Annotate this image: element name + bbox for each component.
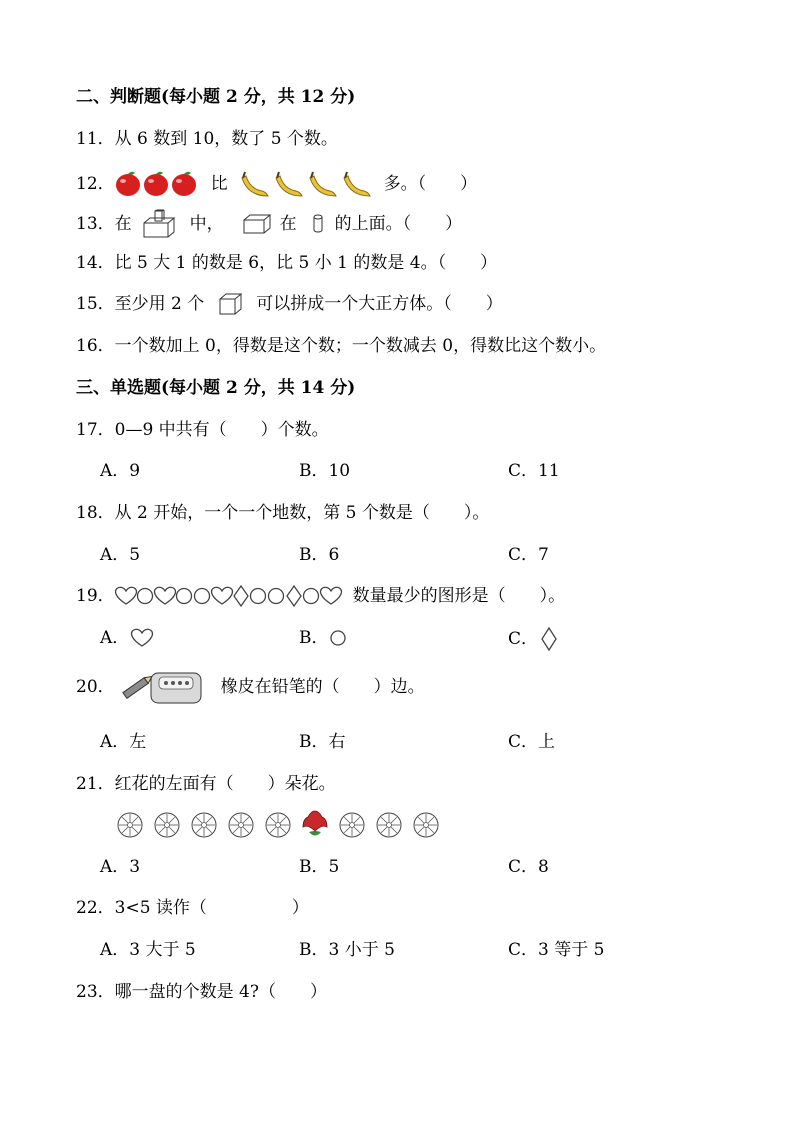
white-flower-icon: [266, 813, 290, 837]
q19-option-a[interactable]: [100, 626, 155, 650]
question-16: 16．一个数加上 0，得数是这个数；一个数减去 0，得数比这个数小。: [76, 336, 607, 356]
question-13-text-middle: 中，: [189, 214, 224, 234]
q18-option-c[interactable]: C．7: [508, 545, 549, 565]
question-21: 21．红花的左面有（ ）朵花。: [76, 774, 336, 794]
white-flower-icon: [155, 813, 179, 837]
q18-option-a[interactable]: A．5: [100, 545, 141, 565]
flowers-row: [116, 810, 446, 844]
q19-option-c[interactable]: [508, 626, 560, 652]
question-12: [76, 168, 477, 200]
question-17: 17．0—9 中共有（ ）个数。: [76, 420, 329, 440]
stacked-blocks-icon: [142, 209, 178, 239]
apples-icon: [115, 170, 199, 198]
q18-option-b[interactable]: B．6: [299, 545, 340, 565]
diamond-shape: [287, 586, 301, 606]
q17-option-c[interactable]: C．11: [508, 461, 560, 481]
question-11: 11．从 6 数到 10，数了 5 个数。: [76, 129, 338, 149]
question-20-number: 20．: [76, 677, 115, 697]
heart-icon: [129, 627, 155, 649]
circle-shape: [268, 589, 283, 604]
circle-shape: [303, 589, 318, 604]
circle-shape: [137, 589, 152, 604]
circle-icon: [329, 627, 351, 649]
question-19-number: 19．: [76, 586, 115, 606]
cuboid-icon: [242, 213, 272, 235]
q20-option-a[interactable]: A．左: [100, 732, 147, 752]
q21-option-a[interactable]: A．3: [100, 857, 141, 877]
white-flower-icon: [192, 813, 216, 837]
question-12-text-more: 多。（ ）: [383, 174, 478, 194]
q22-option-b[interactable]: B．3 小于 5: [299, 940, 395, 960]
bananas-icon: [238, 168, 376, 200]
circle-shape: [176, 589, 191, 604]
white-flower-icon: [340, 813, 364, 837]
question-20: [76, 667, 425, 707]
question-13-text-above: 的上面。（ ）: [334, 214, 463, 234]
small-cube-icon: [218, 292, 244, 316]
q17-option-b[interactable]: B．10: [299, 461, 351, 481]
pencil-eraser-icon: [121, 667, 203, 707]
white-flower-icon: [229, 813, 253, 837]
question-19: [76, 584, 565, 608]
q21-option-c[interactable]: C．8: [508, 857, 549, 877]
question-19-stem: 数量最少的图形是（ ）。: [352, 586, 566, 606]
question-13-number: 13．在: [76, 214, 132, 234]
question-18: 18．从 2 开始，一个一个地数，第 5 个数是（ ）。: [76, 503, 490, 523]
circle-shape: [250, 589, 265, 604]
white-flower-icon: [414, 813, 438, 837]
shapes-row: [115, 585, 343, 607]
heart-shape: [211, 587, 232, 604]
q20-option-b[interactable]: B．右: [299, 732, 346, 752]
q19-option-a-label: A．: [100, 628, 130, 648]
q22-option-a[interactable]: A．3 大于 5: [100, 940, 196, 960]
red-flower-icon: [303, 811, 327, 836]
cylinder-icon: [311, 213, 325, 235]
diamond-shape: [234, 586, 248, 606]
question-13-text-at: 在: [279, 214, 297, 234]
section-title-judge: 二、判断题(每小题 2 分，共 12 分): [76, 87, 356, 107]
question-23: 23．哪一盘的个数是 4?（ ）: [76, 982, 327, 1002]
q19-option-b-label: B．: [299, 628, 329, 648]
question-15-text-a: 15．至少用 2 个: [76, 294, 205, 314]
heart-shape: [115, 587, 136, 604]
question-13: [76, 209, 462, 239]
question-12-text-than: 比: [210, 174, 228, 194]
section-title-single: 三、单选题(每小题 2 分，共 14 分): [76, 378, 356, 398]
question-12-number: 12．: [76, 174, 115, 194]
question-15-text-b: 可以拼成一个大正方体。（ ）: [256, 294, 503, 314]
q19-option-b[interactable]: [299, 626, 351, 650]
question-15: [76, 292, 503, 316]
q21-option-b[interactable]: B．5: [299, 857, 340, 877]
diamond-icon: [538, 626, 560, 652]
q19-option-c-label: C．: [508, 629, 539, 649]
question-14: 14．比 5 大 1 的数是 6，比 5 小 1 的数是 4。（ ）: [76, 253, 498, 273]
white-flower-icon: [118, 813, 142, 837]
heart-shape: [320, 587, 341, 604]
heart-shape: [154, 587, 175, 604]
question-22: 22．3<5 读作（ ）: [76, 898, 309, 918]
circle-shape: [194, 589, 209, 604]
white-flower-icon: [377, 813, 401, 837]
q17-option-a[interactable]: A．9: [100, 461, 141, 481]
q20-option-c[interactable]: C．上: [508, 732, 556, 752]
question-20-stem: 橡皮在铅笔的（ ）边。: [220, 677, 425, 697]
q22-option-c[interactable]: C．3 等于 5: [508, 940, 605, 960]
